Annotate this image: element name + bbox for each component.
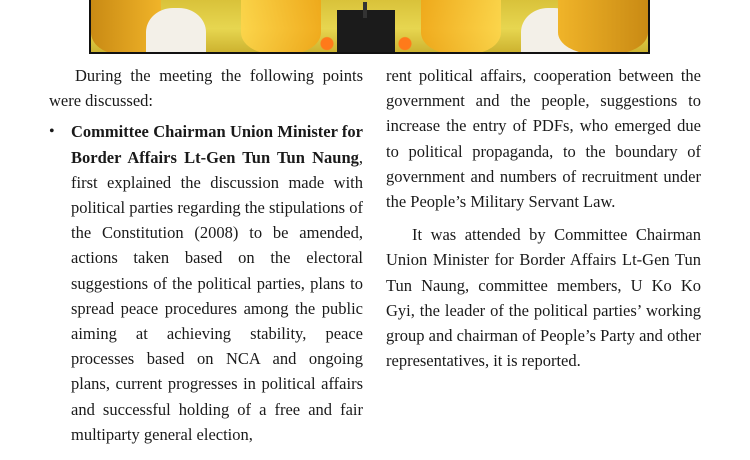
speaker-name: Committee Chairman Union Minister for Border Affairs Lt-Gen Tun Tun Naung <box>71 122 363 167</box>
bullet-marker: • <box>49 123 55 141</box>
photo-drape-left-white <box>146 8 206 54</box>
photo-drape-center-right <box>421 0 501 54</box>
list-item <box>49 119 363 447</box>
meeting-photo <box>89 0 650 54</box>
discussion-points-list <box>49 119 363 447</box>
closing-paragraph: It was attended by Committee Chairman Union Minister for Border Affairs Lt-Gen Tun Tun Naung, committee members, U Ko Ko Gyi, the leader of the political parties’ working group and chairman of People’s Party and other representatives, it is reported. <box>386 225 701 371</box>
bullet-text: , first explained the discussion made with political parties regarding the stipulations of the Constitution (2008) to be amended, actions taken based on the electoral suggestions of the political parties, plans to spread peace procedures among the public aiming at achieving stability, peace processes based on NCA and ongoing plans, current progresses in political affairs and successful holding of a free and fair multiparty general election, <box>71 147 363 444</box>
photo-lectern <box>337 10 395 54</box>
intro-paragraph: During the meeting the following points were discussed: <box>49 66 363 111</box>
photo-drape-right <box>558 0 648 54</box>
left-column <box>49 63 363 447</box>
right-column <box>386 63 701 373</box>
continuation-paragraph: rent political affairs, cooperation between the government and the people, suggestions to increase the entry of PDFs, who emerged due to political propaganda, to the boundary of government and numbers of recruitment under the People’s Military Servant Law. <box>386 66 701 212</box>
